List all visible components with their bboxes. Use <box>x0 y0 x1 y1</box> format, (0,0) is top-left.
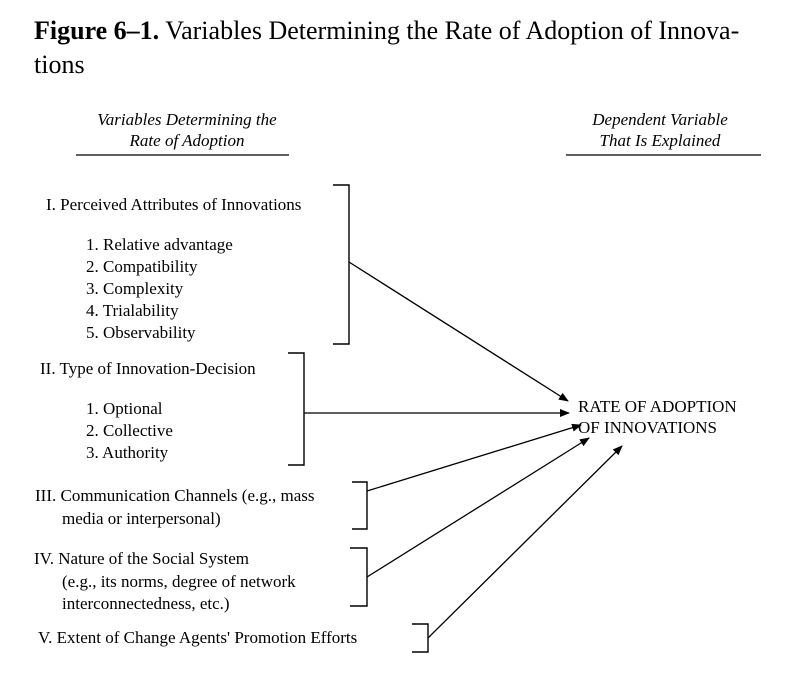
figure-title-line1: Variables Determining the Rate of Adoption of Innova- <box>165 16 740 45</box>
group-2-item: 2. Collective <box>86 421 173 440</box>
bracket-group-5 <box>412 624 428 652</box>
arrow-group-5 <box>428 446 622 638</box>
arrow-group-4 <box>367 438 589 577</box>
left-header-line1: Variables Determining the <box>97 110 277 129</box>
bracket-group-3 <box>352 482 367 529</box>
group-1-heading: I. Perceived Attributes of Innovations <box>46 195 302 214</box>
group-4-item: (e.g., its norms, degree of network <box>62 572 296 591</box>
group-3-heading: III. Communication Channels (e.g., mass <box>35 486 315 505</box>
bracket-group-2 <box>288 353 304 465</box>
group-2-item: 3. Authority <box>86 443 169 462</box>
group-1-item: 4. Trialability <box>86 301 179 320</box>
bracket-group-1 <box>333 185 349 344</box>
group-4-item: interconnectedness, etc.) <box>62 594 230 613</box>
arrow-group-1 <box>349 262 568 401</box>
figure-title-line2: tions <box>34 50 85 79</box>
group-1-item: 2. Compatibility <box>86 257 198 276</box>
group-3-item: media or interpersonal) <box>62 509 221 528</box>
bracket-group-4 <box>350 548 367 606</box>
group-5-heading: V. Extent of Change Agents' Promotion Efforts <box>38 628 358 647</box>
left-header-line2: Rate of Adoption <box>129 131 245 150</box>
figure-label: Figure 6–1. <box>34 16 160 45</box>
dependent-variable-line2: OF INNOVATIONS <box>578 418 718 437</box>
group-2-heading: II. Type of Innovation-Decision <box>40 359 256 378</box>
group-2-item: 1. Optional <box>86 399 163 418</box>
right-header-line2: That Is Explained <box>599 131 721 150</box>
group-1-item: 3. Complexity <box>86 279 184 298</box>
dependent-variable-line1: RATE OF ADOPTION <box>578 397 737 416</box>
group-1-item: 1. Relative advantage <box>86 235 233 254</box>
group-4-heading: IV. Nature of the Social System <box>34 549 249 568</box>
right-header-line1: Dependent Variable <box>592 110 728 129</box>
group-1-item: 5. Observability <box>86 323 196 342</box>
arrow-group-3 <box>367 425 581 491</box>
